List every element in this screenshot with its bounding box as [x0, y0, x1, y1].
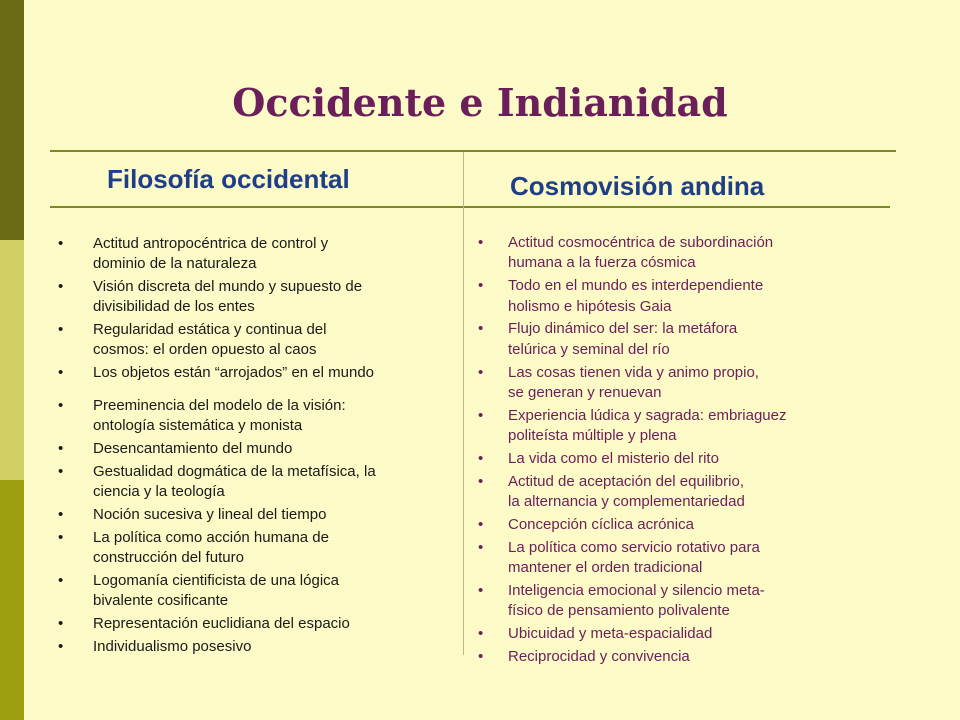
list-item-text: humana a la fuerza cósmica — [508, 254, 696, 272]
list-item — [478, 581, 888, 622]
list-item-text: Logomanía cientificista de una lógica — [93, 572, 339, 589]
list-item-text: Inteligencia emocional y silencio meta- — [508, 582, 765, 600]
decorative-band-bottom — [0, 480, 24, 720]
decorative-band-middle — [0, 240, 24, 480]
list-item-text: Visión discreta del mundo y supuesto de — [93, 278, 363, 295]
bullet-icon: • — [58, 463, 64, 480]
list-item-text: Actitud cosmocéntrica de subordinación — [508, 234, 774, 251]
header-rule — [50, 206, 890, 208]
bullet-icon: • — [478, 472, 484, 490]
list-item — [58, 363, 453, 383]
list-item-text: físico de pensamiento polivalente — [508, 602, 730, 620]
list-item-text: cosmos: el orden opuesto al caos — [93, 341, 317, 358]
list-item — [478, 233, 888, 274]
list-item — [478, 449, 888, 469]
list-item — [58, 462, 453, 502]
list-item-text: Individualismo posesivo — [93, 638, 252, 655]
bullet-icon: • — [58, 529, 64, 546]
list-item-text: Experiencia lúdica y sagrada: embriaguez — [508, 406, 787, 424]
bullet-icon: • — [58, 615, 64, 632]
bullet-icon: • — [478, 406, 484, 424]
list-item-text: Regularidad estática y continua del — [93, 321, 327, 338]
bullet-icon: • — [478, 516, 484, 534]
list-item-text: La política como servicio rotativo para — [508, 538, 760, 556]
bullet-icon: • — [58, 278, 64, 295]
bullet-icon: • — [478, 625, 484, 643]
list-item-text: Flujo dinámico del ser: la metáfora — [508, 320, 738, 338]
list-item-text: mantener el orden tradicional — [508, 559, 703, 577]
list-item — [58, 571, 453, 611]
list-item-text: Concepción cíclica acrónica — [508, 516, 694, 534]
bullet-icon: • — [478, 234, 484, 251]
list-item-text: construcción del futuro — [93, 549, 244, 566]
list-item-text: se generan y renuevan — [508, 384, 662, 402]
slide-title: Occidente e Indianidad — [232, 80, 728, 125]
bullet-icon: • — [58, 440, 64, 457]
list-item-text: Actitud de aceptación del equilibrio, — [508, 472, 744, 490]
western-philosophy-list — [58, 234, 453, 660]
bullet-icon: • — [478, 648, 484, 666]
list-item-text: bivalente cosificante — [93, 592, 229, 609]
bullet-icon: • — [58, 506, 64, 523]
list-item — [478, 624, 888, 644]
bullet-icon: • — [58, 235, 64, 252]
andean-cosmovision-list — [478, 233, 888, 670]
list-item-text: Ubicuidad y meta-espacialidad — [508, 625, 713, 643]
list-item-text: Reciprocidad y convivencia — [508, 648, 690, 666]
list-item-text: dominio de la naturaleza — [93, 255, 257, 272]
list-item — [58, 614, 453, 634]
list-item — [58, 277, 453, 317]
list-item — [58, 320, 453, 360]
bullet-icon: • — [478, 582, 484, 600]
list-item-text: La política como acción humana de — [93, 529, 329, 546]
list-item — [58, 505, 453, 525]
bullet-icon: • — [478, 277, 484, 295]
list-item — [478, 515, 888, 535]
list-item-text: La vida como el misterio del rito — [508, 450, 719, 468]
list-item-text: ciencia y la teología — [93, 483, 225, 500]
bullet-icon: • — [58, 572, 64, 589]
list-item-text: Noción sucesiva y lineal del tiempo — [93, 506, 327, 523]
list-item-text: Todo en el mundo es interdependiente — [508, 277, 764, 295]
list-item-text: Preeminencia del modelo de la visión: — [93, 397, 346, 414]
list-item — [478, 647, 888, 667]
heading-andean-cosmovision: Cosmovisión andina — [510, 171, 765, 201]
column-divider — [463, 152, 464, 655]
list-item — [58, 528, 453, 568]
list-item-text: telúrica y seminal del río — [508, 340, 670, 358]
list-item — [478, 472, 888, 513]
list-item-text: Los objetos están “arrojados” en el mundo — [93, 364, 375, 381]
list-item-text: Desencantamiento del mundo — [93, 440, 293, 457]
list-item-text: Gestualidad dogmática de la metafísica, la — [93, 463, 376, 480]
list-item — [58, 234, 453, 274]
top-rule — [50, 150, 896, 152]
list-item — [478, 363, 888, 404]
list-item-text: holismo e hipótesis Gaia — [508, 297, 672, 315]
list-item — [58, 439, 453, 459]
list-item — [478, 538, 888, 579]
list-item — [478, 276, 888, 317]
bullet-icon: • — [478, 538, 484, 556]
bullet-icon: • — [478, 320, 484, 338]
list-item-text: divisibilidad de los entes — [93, 298, 255, 315]
bullet-icon: • — [478, 363, 484, 381]
bullet-icon: • — [58, 364, 64, 381]
list-item — [478, 406, 888, 447]
bullet-icon: • — [58, 321, 64, 338]
bullet-icon: • — [58, 397, 64, 414]
list-item-text: ontología sistemática y monista — [93, 417, 303, 434]
list-item-text: politeísta múltiple y plena — [508, 427, 677, 445]
list-item — [478, 319, 888, 360]
list-item-text: la alternancia y complementariedad — [508, 493, 745, 511]
list-item — [58, 396, 453, 436]
list-item-text: Actitud antropocéntrica de control y — [93, 235, 329, 252]
bullet-icon: • — [478, 450, 484, 468]
bullet-icon: • — [58, 638, 64, 655]
heading-western-philosophy: Filosofía occidental — [107, 164, 350, 194]
list-item-text: Representación euclidiana del espacio — [93, 615, 350, 632]
list-item-text: Las cosas tienen vida y animo propio, — [508, 363, 759, 381]
list-item — [58, 637, 453, 657]
